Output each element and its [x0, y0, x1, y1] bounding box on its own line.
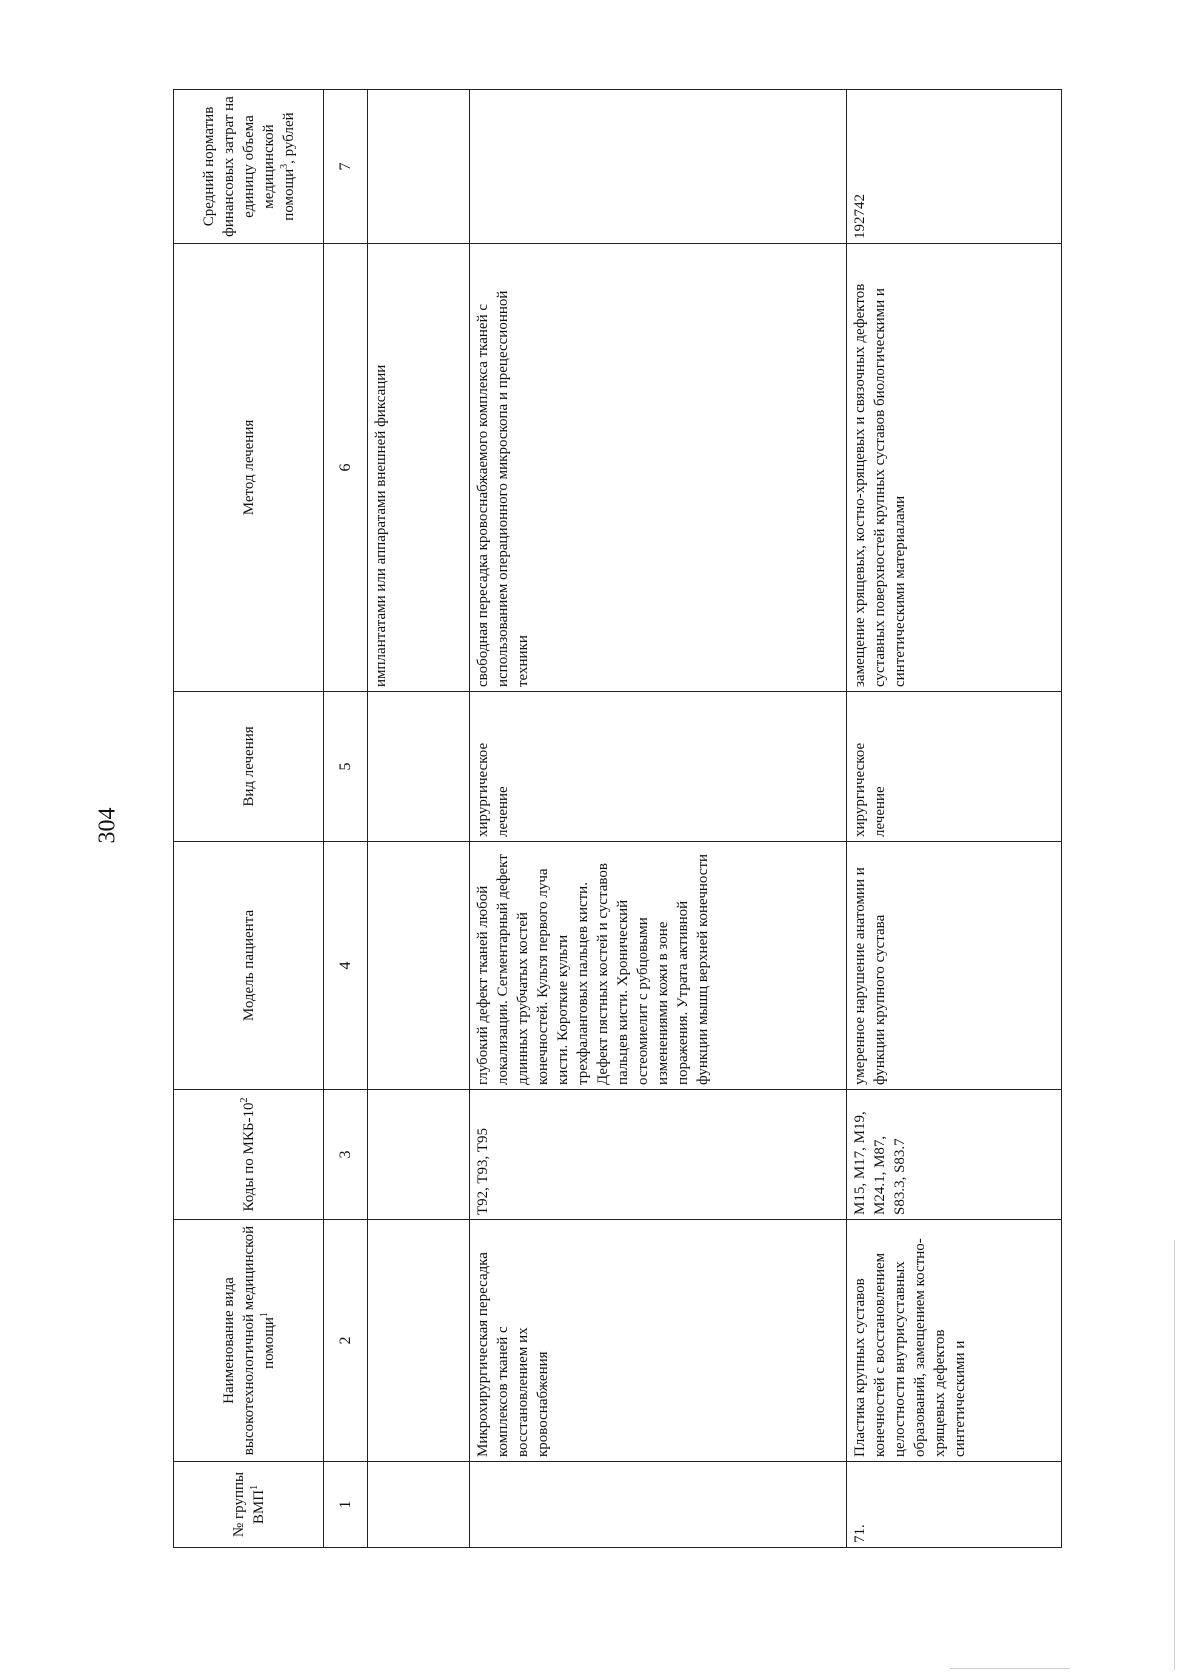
- scan-artifact: [950, 1668, 1070, 1669]
- scan-artifact: [1174, 1240, 1175, 1670]
- column-number: 1: [324, 1462, 368, 1548]
- header-treatment-type: Вид лечения: [174, 692, 324, 842]
- header-cost: Средний норматив финансовых затрат на единицу объема медицинской помощи$^3$, рублей: [174, 90, 324, 244]
- column-number: 4: [324, 842, 368, 1090]
- cell-name: Пластика крупных суставов конечностей с восстановлением целостности внутрисуставных образований, замещением костно-хрящевых дефектов синтетическими и: [847, 1220, 1062, 1462]
- header-icd-codes: Коды по МКБ-$10^2$: [174, 1090, 324, 1220]
- cell-name: Микрохирургическая пересадка комплексов тканей с восстановлением их кровоснабжения: [470, 1220, 847, 1462]
- table-row: [470, 90, 847, 1548]
- cell-codes: M15, M17, M19, M24.1, M87, S83.3, S83.7: [847, 1090, 1062, 1220]
- cell-method: свободная пересадка кровоснабжаемого комплекса тканей с использованием операционного микроскопа и прецессионной техники: [470, 244, 847, 692]
- cell-model: [368, 842, 470, 1090]
- header-treatment-method: Метод лечения: [174, 244, 324, 692]
- cell-group: [368, 1462, 470, 1548]
- cell-cost: 192742: [847, 90, 1062, 244]
- vmp-table: [173, 89, 1062, 1548]
- cell-model: умеренное нарушение анатомии и функции крупного сустава: [847, 842, 1062, 1090]
- cell-cost: [368, 90, 470, 244]
- header-row: [174, 90, 324, 1548]
- cell-name: [368, 1220, 470, 1462]
- cell-treatment-type: хирургическое лечение: [470, 692, 847, 842]
- page-number-text: 304: [94, 807, 121, 843]
- cell-method: имплантатами или аппаратами внешней фиксации: [368, 244, 470, 692]
- cell-treatment-type: [368, 692, 470, 842]
- cell-treatment-type: хирургическое лечение: [847, 692, 1062, 842]
- header-vmp-name: Наименование вида высокотехнологичной медицинской помощи$^1$: [174, 1220, 324, 1462]
- cell-group: [470, 1462, 847, 1548]
- column-number: 3: [324, 1090, 368, 1220]
- cell-cost: [470, 90, 847, 244]
- header-group-number: № группы ВМП$^1$: [174, 1462, 324, 1548]
- column-number-row: [324, 90, 368, 1548]
- column-number: 7: [324, 90, 368, 244]
- cell-codes: T92, T93, T95: [470, 1090, 847, 1220]
- cell-codes: [368, 1090, 470, 1220]
- page-number: [88, 770, 128, 880]
- column-number: 6: [324, 244, 368, 692]
- table-row: [847, 90, 1062, 1548]
- cell-model: глубокий дефект тканей любой локализации. Сегментарный дефект длинных трубчатых костей конечностей. Культя первого луча кисти. Короткие культи трехфаланговых пальцев кисти. Дефект пястных костей и суставов пальцев кисти. Хронический остеомиелит с рубцовыми изменениями кожи в зоне поражения. Утрата активной функции мышц верхней конечности: [470, 842, 847, 1090]
- cell-method: замещение хрящевых, костно-хрящевых и связочных дефектов суставных поверхностей крупных суставов биологическими и синтетическими материалами: [847, 244, 1062, 692]
- cell-group: 71.: [847, 1462, 1062, 1548]
- header-patient-model: Модель пациента: [174, 842, 324, 1090]
- table-row: [368, 90, 470, 1548]
- column-number: 2: [324, 1220, 368, 1462]
- column-number: 5: [324, 692, 368, 842]
- rotated-table-wrapper: [173, 90, 1061, 1548]
